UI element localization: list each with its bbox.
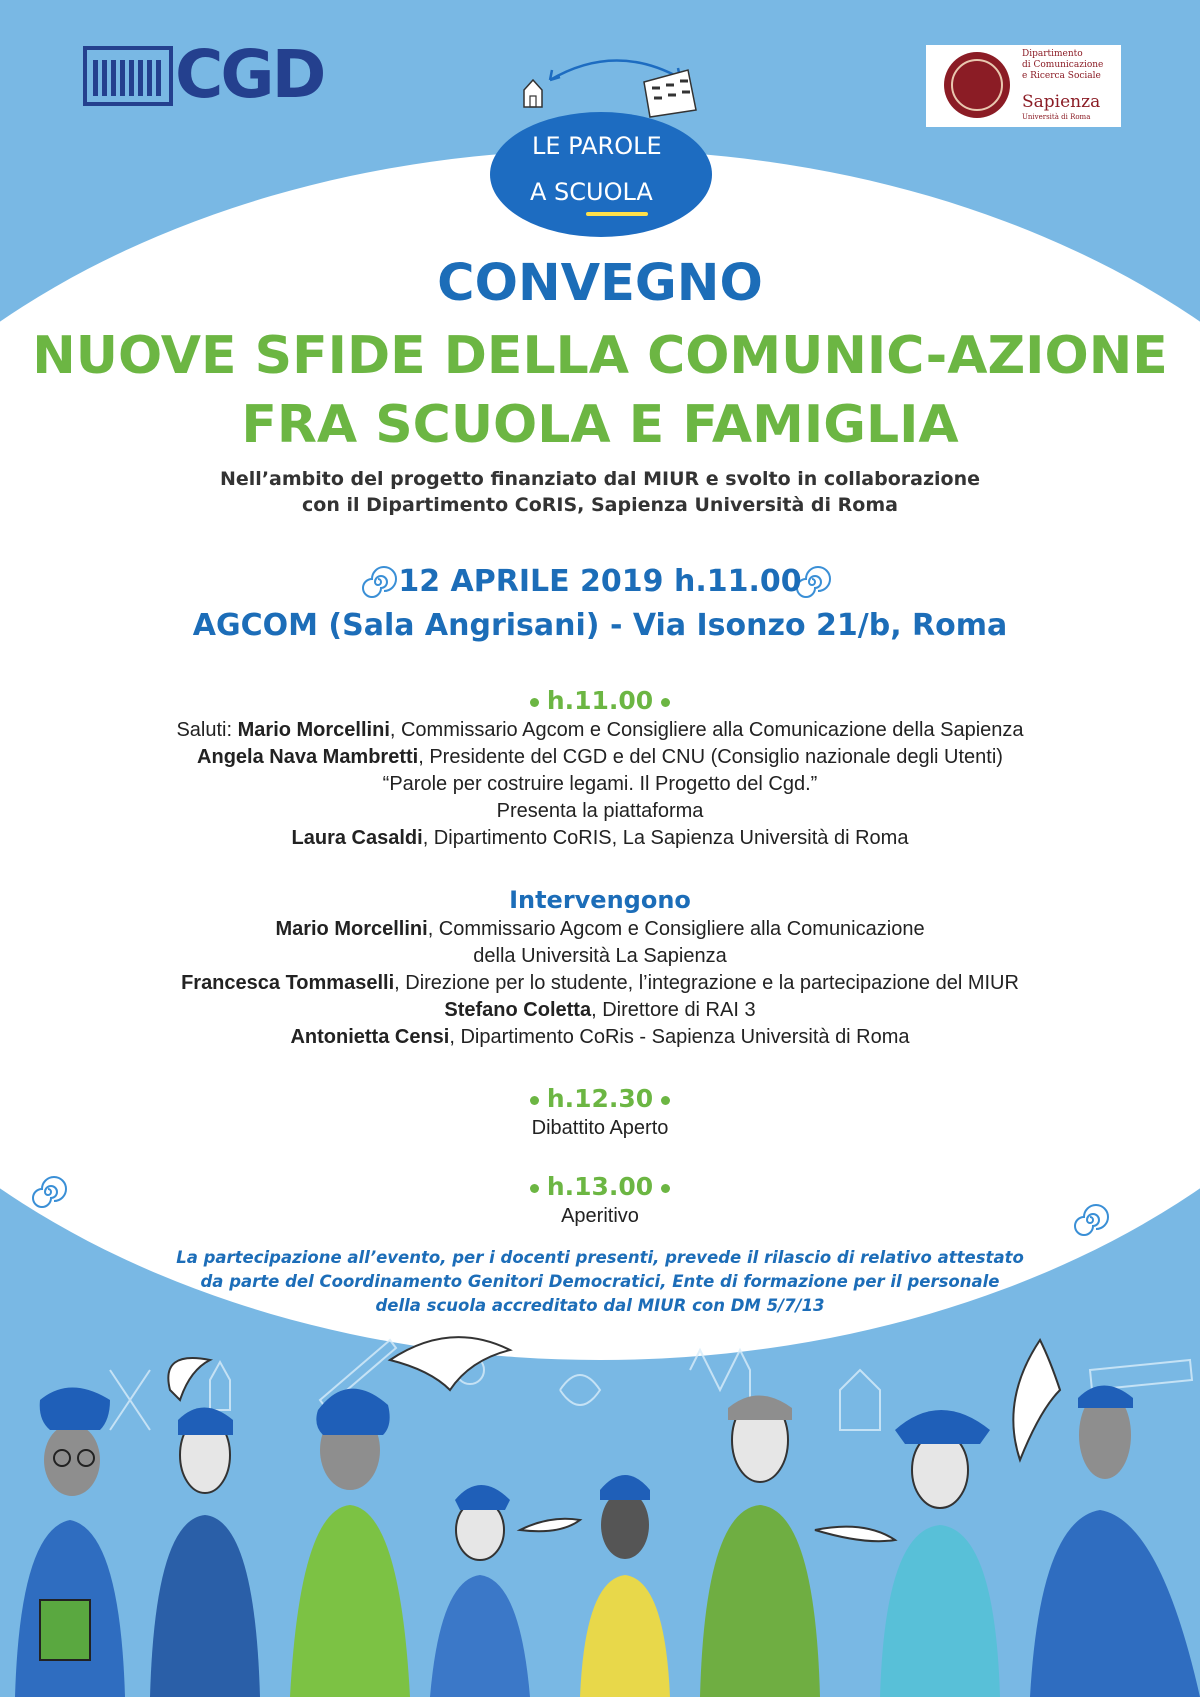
spiral-decoration-icon: [1070, 1200, 1110, 1240]
speaker-line: Francesca Tommaselli, Direzione per lo studente, l’integrazione e la partecipazione del MIUR: [181, 972, 1019, 994]
session-1-line: Presenta la piattaforma: [496, 800, 704, 822]
event-kicker: CONVEGNO: [437, 254, 763, 313]
title-line-1: NUOVE SFIDE DELLA COMUNIC-AZIONE: [32, 326, 1168, 386]
title-line-2: FRA SCUOLA E FAMIGLIA: [241, 395, 959, 455]
speakers-list: [0, 916, 1200, 1051]
session-1-line: “Parole per costruire legami. Il Progetto del Cgd.”: [382, 773, 818, 795]
session-2-label: Dibattito Aperto: [531, 1117, 669, 1139]
speakers-heading: Intervengono: [509, 886, 691, 914]
bullet-dot-icon: [530, 1096, 539, 1105]
speaker-line: Antonietta Censi, Dipartimento CoRis - Sapienza Università di Roma: [290, 1026, 910, 1048]
speaker-line: della Università La Sapienza: [473, 945, 727, 967]
pencil-icon: [586, 212, 648, 216]
bullet-dot-icon: [661, 1096, 670, 1105]
sapienza-name: Sapienza: [1022, 92, 1101, 112]
session-1-line: Saluti: Mario Morcellini, Commissario Agcom e Consigliere alla Comunicazione della Sapienza: [176, 719, 1024, 741]
session-1-details: [0, 717, 1200, 852]
session-3-label: Aperitivo: [561, 1205, 639, 1227]
session-1-line: Laura Casaldi, Dipartimento CoRIS, La Sapienza Università di Roma: [291, 827, 909, 849]
sapienza-department: Dipartimento di Comunicazione e Ricerca Sociale: [1022, 49, 1104, 81]
session-1-line: Angela Nava Mambretti, Presidente del CGD e del CNU (Consiglio nazionale degli Utenti): [197, 746, 1003, 768]
attendance-note: La partecipazione all’evento, per i docenti presenti, prevede il rilascio di relativo attestato da parte del Coordinamento Genitori Democratici, Ente di formazione per il personale della scuola accreditato dal MIUR con DM 5/7/13: [176, 1248, 1024, 1315]
session-3-time: h.13.00: [0, 1172, 1200, 1201]
project-badge: [490, 112, 712, 237]
speaker-line: Stefano Coletta, Direttore di RAI 3: [444, 999, 756, 1021]
sapienza-seal-icon: [944, 52, 1010, 118]
cgd-logo-bars-icon: [93, 60, 163, 96]
bullet-dot-icon: [530, 698, 539, 707]
bullet-dot-icon: [661, 698, 670, 707]
project-context: Nell’ambito del progetto finanziato dal MIUR e svolto in collaborazione con il Dipartimento CoRIS, Sapienza Università di Roma: [220, 468, 980, 516]
event-venue: AGCOM (Sala Angrisani) - Via Isonzo 21/b, Roma: [192, 608, 1008, 643]
bullet-dot-icon: [530, 1184, 539, 1193]
spiral-decoration-icon: [28, 1172, 68, 1212]
bullet-dot-icon: [661, 1184, 670, 1193]
session-2-time: h.12.30: [0, 1084, 1200, 1113]
sapienza-logo: [926, 45, 1121, 127]
badge-line-1: LE PAROLE: [532, 132, 662, 160]
event-date-time: 12 APRILE 2019 h.11.00: [398, 564, 802, 599]
cgd-logo-text: CGD: [175, 36, 324, 113]
school-building-icon: [640, 68, 700, 118]
sapienza-university: Università di Roma: [1022, 113, 1091, 121]
session-1-time: h.11.00: [0, 686, 1200, 715]
house-icon: [522, 78, 544, 108]
speaker-line: Mario Morcellini, Commissario Agcom e Consigliere alla Comunicazione: [275, 918, 925, 940]
cgd-logo: [83, 36, 324, 113]
badge-line-2: A SCUOLA: [530, 178, 653, 206]
people-illustration: [0, 1330, 1200, 1697]
